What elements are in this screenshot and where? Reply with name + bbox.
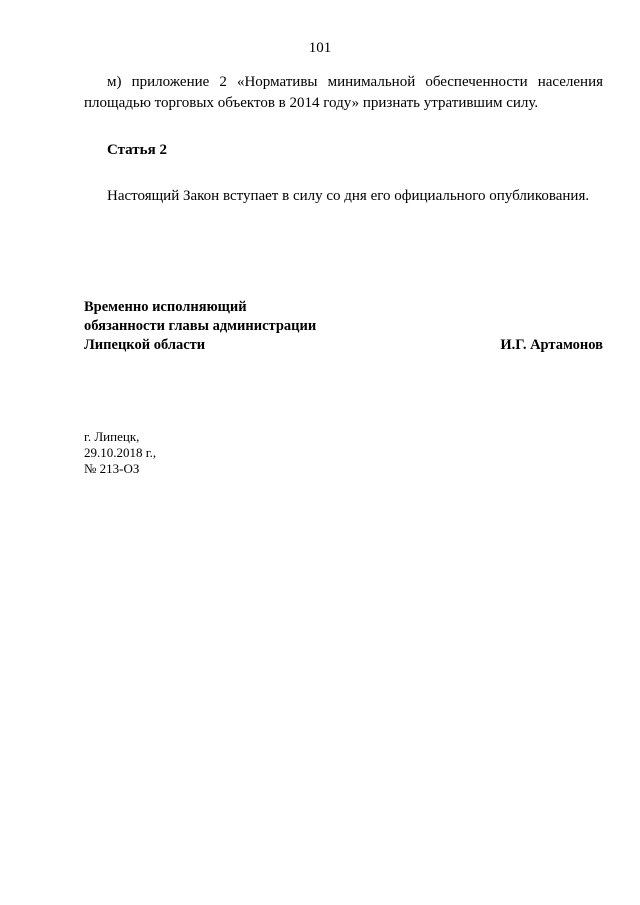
date: 29.10.2018 г., bbox=[84, 445, 157, 460]
article-heading: Статья 2 bbox=[107, 142, 167, 158]
item-m-first-line: м) приложение 2 «Нормативы минимальной обеспеченности населения bbox=[107, 74, 603, 90]
city: г. Липецк, bbox=[84, 429, 140, 444]
signature-title-line-2: обязанности главы администрации bbox=[84, 318, 317, 334]
signature-title-line-3: Липецкой области bbox=[84, 337, 206, 353]
law-number: № 213-ОЗ bbox=[84, 461, 140, 476]
article-text: Настоящий Закон вступает в силу со дня его официального опубликования. bbox=[107, 188, 590, 204]
signatory-name: И.Г. Артамонов bbox=[500, 337, 603, 353]
item-m-continuation: площадью торговых объектов в 2014 году» признать утратившим силу. bbox=[84, 95, 539, 111]
page-number: 101 bbox=[308, 40, 332, 56]
signature-title-line-1: Временно исполняющий bbox=[84, 299, 247, 315]
signature-block bbox=[84, 298, 603, 355]
signature-last-row bbox=[84, 336, 603, 355]
place-date-number-block bbox=[84, 429, 156, 477]
item-m-paragraph bbox=[84, 72, 603, 114]
